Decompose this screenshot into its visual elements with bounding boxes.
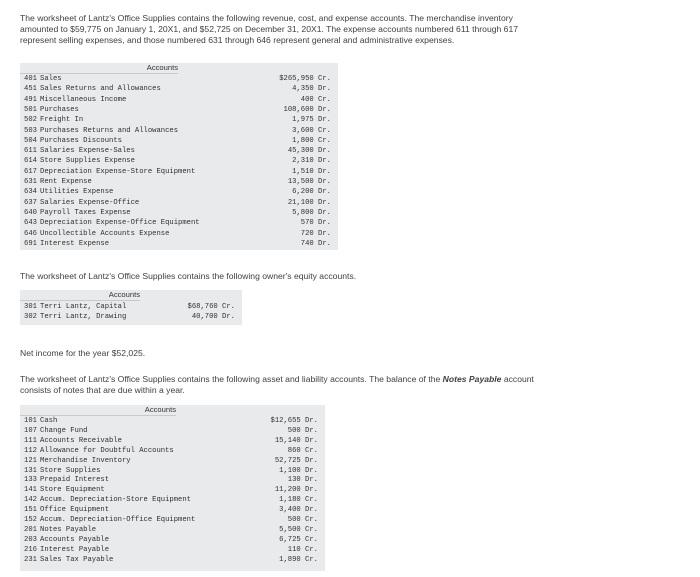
- account-number: 617: [24, 167, 37, 176]
- account-name: Notes Payable: [40, 525, 97, 534]
- account-number: 614: [24, 157, 37, 166]
- account-name: Sales Returns and Allowances: [40, 85, 161, 94]
- account-balance: 11,200 Dr.: [274, 486, 318, 495]
- asset-intro-part2: account: [501, 374, 534, 384]
- account-name: Change Fund: [40, 426, 88, 435]
- account-balance: 4,350 Dr.: [292, 85, 331, 94]
- account-balance: 1,800 Cr.: [292, 136, 331, 145]
- account-balance: 1,180 Cr.: [279, 496, 318, 505]
- account-name: Sales Tax Payable: [40, 555, 114, 564]
- account-name: Interest Payable: [40, 545, 110, 554]
- account-number: 634: [24, 188, 37, 197]
- account-balance: 15,140 Dr.: [274, 436, 318, 445]
- account-number: 151: [24, 506, 37, 515]
- account-number: 142: [24, 496, 37, 505]
- net-income: Net income for the year $52,025.: [20, 348, 146, 358]
- account-number: 107: [24, 426, 37, 435]
- account-name: Rent Expense: [40, 178, 92, 186]
- table-row: [24, 74, 62, 84]
- asset-intro: [20, 374, 680, 396]
- account-balance: 500 Cr.: [287, 516, 318, 524]
- account-number: 141: [24, 486, 37, 495]
- account-balance: 110 Cr.: [287, 545, 318, 554]
- account-number: 112: [24, 446, 37, 455]
- account-balance: 130 Dr.: [287, 476, 318, 485]
- account-number: 133: [24, 476, 37, 485]
- intro-paragraph: [20, 13, 680, 46]
- account-balance: 13,500 Dr.: [287, 178, 331, 186]
- table-row: [24, 302, 126, 312]
- account-name: Store Supplies: [40, 466, 101, 475]
- table-row: [24, 515, 195, 525]
- account-name: Terri Lantz, Drawing: [40, 313, 127, 321]
- account-number: 451: [24, 85, 37, 94]
- account-name: Purchases: [40, 105, 79, 114]
- asset-liability-table: [20, 405, 325, 571]
- account-balance: 1,890 Cr.: [279, 555, 318, 564]
- account-balance: 2,310 Dr.: [292, 157, 331, 166]
- account-balance: 1,975 Dr.: [292, 116, 331, 125]
- account-balance: 3,600 Cr.: [292, 126, 331, 135]
- account-name: Payroll Taxes Expense: [40, 208, 131, 217]
- account-number: 643: [24, 219, 37, 228]
- table-row: [24, 229, 169, 239]
- table-row: [24, 84, 161, 94]
- account-name: Accum. Depreciation-Office Equipment: [40, 516, 196, 524]
- account-name: Depreciation Expense-Store Equipment: [40, 167, 196, 176]
- account-name: Purchases Returns and Allowances: [40, 126, 179, 135]
- table-row: [24, 218, 200, 228]
- intro-line-2: amounted to $59,775 on January 1, 20X1, and $52,725 on December 31, 20X1. The expense accounts numbered 611 through 617: [20, 24, 519, 34]
- table-row: [24, 426, 87, 436]
- account-number: 201: [24, 525, 37, 534]
- account-number: 501: [24, 105, 37, 114]
- table-row: [24, 105, 79, 115]
- account-name: Salaries Expense-Office: [40, 198, 140, 207]
- account-number: 691: [24, 239, 37, 248]
- account-balance: 1,510 Dr.: [292, 167, 331, 176]
- revenue-table-header: Accounts: [20, 63, 178, 74]
- account-name: Depreciation Expense-Office Equipment: [40, 219, 200, 228]
- account-name: Terri Lantz, Capital: [40, 303, 127, 311]
- equity-table: [20, 290, 242, 325]
- account-balance: 1,100 Dr.: [279, 466, 318, 475]
- table-row: [24, 146, 135, 156]
- asset-intro-part1: The worksheet of Lantz's Office Supplies contains the following asset and liability accounts. The balance of the: [20, 374, 443, 384]
- equity-intro: The worksheet of Lantz's Office Supplies contains the following owner's equity accounts.: [20, 271, 357, 281]
- account-balance: 40,700 Dr.: [191, 313, 235, 321]
- account-number: 502: [24, 116, 37, 125]
- intro-line-1: The worksheet of Lantz's Office Supplies contains the following revenue, cost, and expense accounts. The merchandise inventory: [20, 13, 513, 23]
- table-row: [24, 177, 92, 187]
- account-number: 231: [24, 555, 37, 564]
- asset-intro-line-2: consists of notes that are due within a year.: [20, 385, 185, 395]
- account-balance: 500 Dr.: [287, 426, 318, 435]
- account-balance: 6,725 Cr.: [279, 535, 318, 544]
- account-balance: 570 Dr.: [300, 219, 331, 228]
- account-name: Accounts Payable: [40, 535, 110, 544]
- table-row: [24, 466, 100, 476]
- account-number: 631: [24, 178, 37, 186]
- account-name: Purchases Discounts: [40, 136, 122, 145]
- table-row: [24, 187, 113, 197]
- table-row: [24, 416, 57, 426]
- account-balance: 720 Dr.: [300, 229, 331, 238]
- table-row: [24, 136, 122, 146]
- account-name: Accum. Depreciation-Store Equipment: [40, 496, 191, 505]
- account-balance: 45,300 Dr.: [287, 147, 331, 156]
- account-name: Prepaid Interest: [40, 476, 110, 485]
- account-name: Uncollectible Accounts Expense: [40, 229, 170, 238]
- table-row: [24, 456, 131, 466]
- table-row: [24, 115, 83, 125]
- account-balance: 6,200 Dr.: [292, 188, 331, 197]
- account-name: Freight In: [40, 116, 84, 125]
- account-balance: 21,100 Dr.: [287, 198, 331, 207]
- account-balance: 400 Cr.: [300, 95, 331, 104]
- account-balance: $68,760 Cr.: [187, 303, 235, 311]
- table-row: [24, 505, 109, 515]
- account-number: 131: [24, 466, 37, 475]
- account-number: 216: [24, 545, 37, 554]
- account-balance: 740 Dr.: [300, 239, 331, 248]
- account-balance: 108,600 Dr.: [283, 105, 331, 114]
- account-number: 301: [24, 303, 37, 311]
- revenue-expense-table: [20, 63, 338, 250]
- table-row: [24, 495, 191, 505]
- table-row: [24, 167, 195, 177]
- table-row: [24, 446, 174, 456]
- account-balance: $265,950 Cr.: [279, 75, 331, 83]
- account-name: Sales: [40, 75, 62, 83]
- intro-line-3: represent selling expenses, and those numbered 631 through 646 represent general and administrative expenses.: [20, 35, 455, 45]
- table-row: [24, 535, 109, 545]
- account-name: Cash: [40, 417, 58, 425]
- account-balance: 5,500 Cr.: [279, 525, 318, 534]
- table-row: [24, 126, 178, 136]
- table-row: [24, 208, 131, 218]
- table-row: [24, 156, 135, 166]
- account-name: Store Equipment: [40, 486, 105, 495]
- table-row: [24, 545, 109, 555]
- account-balance: 3,400 Dr.: [279, 506, 318, 515]
- account-balance: $12,655 Dr.: [270, 417, 318, 425]
- account-number: 491: [24, 95, 37, 104]
- account-name: Store Supplies Expense: [40, 157, 135, 166]
- table-row: [24, 239, 109, 249]
- account-name: Office Equipment: [40, 506, 110, 515]
- table-row: [24, 198, 139, 208]
- account-number: 401: [24, 75, 37, 83]
- account-number: 302: [24, 313, 37, 321]
- table-row: [24, 95, 126, 105]
- account-balance: 52,725 Dr.: [274, 456, 318, 465]
- account-number: 101: [24, 417, 37, 425]
- account-name: Interest Expense: [40, 239, 110, 248]
- account-name: Salaries Expense-Sales: [40, 147, 135, 156]
- table-row: [24, 312, 126, 322]
- account-name: Utilities Expense: [40, 188, 114, 197]
- table-row: [24, 555, 113, 565]
- account-number: 504: [24, 136, 37, 145]
- notes-payable-emphasis: Notes Payable: [442, 374, 502, 384]
- account-number: 121: [24, 456, 37, 465]
- account-number: 152: [24, 516, 37, 524]
- account-name: Merchandise Inventory: [40, 456, 131, 465]
- account-number: 111: [24, 436, 37, 445]
- account-name: Miscellaneous Income: [40, 95, 127, 104]
- account-number: 503: [24, 126, 37, 135]
- table-row: [24, 475, 109, 485]
- equity-table-header: Accounts: [20, 290, 140, 301]
- table-row: [24, 485, 105, 495]
- asset-table-header: Accounts: [20, 405, 176, 416]
- account-number: 203: [24, 535, 37, 544]
- account-number: 637: [24, 198, 37, 207]
- account-name: Allowance for Doubtful Accounts: [40, 446, 174, 455]
- table-row: [24, 525, 96, 535]
- account-number: 646: [24, 229, 37, 238]
- account-balance: 860 Cr.: [287, 446, 318, 455]
- account-number: 640: [24, 208, 37, 217]
- account-number: 611: [24, 147, 37, 156]
- table-row: [24, 436, 122, 446]
- account-name: Accounts Receivable: [40, 436, 122, 445]
- account-balance: 5,800 Dr.: [292, 208, 331, 217]
